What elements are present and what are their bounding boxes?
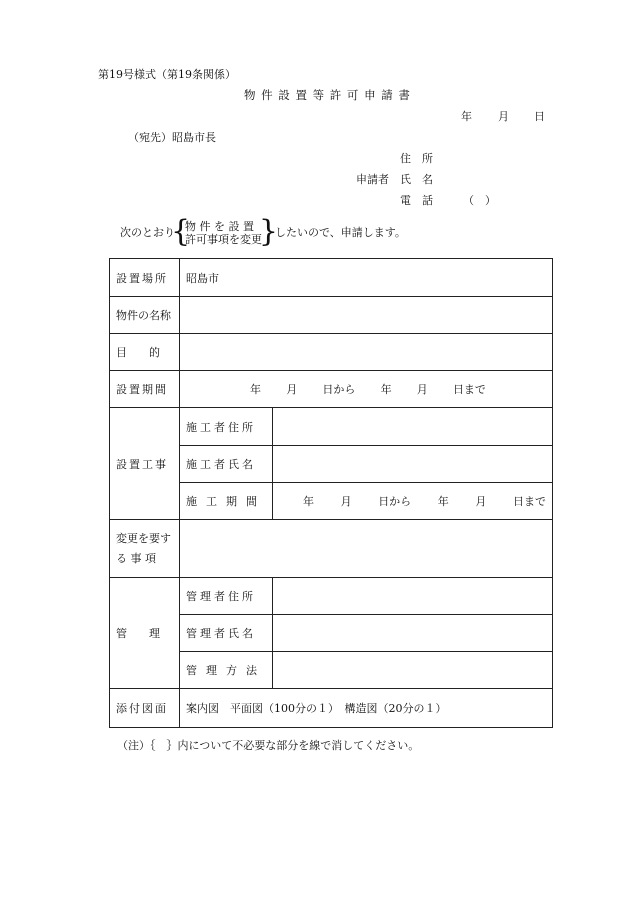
attachments-value: 案内図 平面図（100分の１） 構造図（20分の１） xyxy=(180,689,553,728)
location-label: 設置場所 xyxy=(110,259,180,297)
row-works-address xyxy=(110,408,553,446)
intro-suffix: したいので、申請します。 xyxy=(275,226,406,239)
object-name-label: 物件の名称 xyxy=(110,297,180,334)
row-manager-address xyxy=(110,578,553,615)
row-period xyxy=(110,371,553,408)
works-start-year: 年 xyxy=(303,495,314,508)
applicant-phone-paren: （ ） xyxy=(463,194,496,207)
intro-prefix: 次のとおり xyxy=(120,226,175,239)
row-attachments xyxy=(110,689,553,728)
right-brace-icon: } xyxy=(258,214,278,249)
period-end-day: 日まで xyxy=(452,383,486,396)
manager-address-field[interactable] xyxy=(273,578,553,615)
works-name-label: 施工者氏名 xyxy=(180,446,273,483)
works-start-month: 月 xyxy=(340,495,352,508)
left-brace-icon: { xyxy=(171,214,191,249)
works-end-day: 日まで xyxy=(512,495,546,508)
purpose-label: 目 的 xyxy=(110,334,180,371)
management-label: 管 理 xyxy=(110,578,180,689)
change-label-line1: 変更を要す xyxy=(116,531,171,545)
period-label: 設置期間 xyxy=(110,371,180,408)
date-month: 月 xyxy=(498,110,509,123)
change-label xyxy=(110,520,180,578)
purpose-field[interactable] xyxy=(180,334,553,371)
applicant-address-label: 住 所 xyxy=(400,152,433,165)
option-change: 許可事項を変更 xyxy=(185,233,262,246)
works-label: 設置工事 xyxy=(110,408,180,520)
footnote: （注）｛ ｝内について不必要な部分を線で消してください。 xyxy=(117,739,420,752)
date-day: 日 xyxy=(534,110,545,123)
period-field[interactable] xyxy=(180,371,553,408)
row-change xyxy=(110,520,553,578)
period-end-year: 年 xyxy=(380,383,392,396)
form-number: 第19号様式（第19条関係） xyxy=(98,68,236,81)
applicant-phone-label: 電 話 xyxy=(400,194,433,207)
period-start-year: 年 xyxy=(250,383,261,396)
period-end-month: 月 xyxy=(416,383,428,396)
applicant-role-label: 申請者 xyxy=(356,173,389,186)
row-location xyxy=(110,259,553,297)
row-purpose xyxy=(110,334,553,371)
document-title: 物 件 設 置 等 許 可 申 請 書 xyxy=(244,88,411,102)
works-period-field[interactable] xyxy=(273,483,553,520)
works-period-label: 施工期間 xyxy=(180,483,273,520)
object-name-field[interactable] xyxy=(180,297,553,334)
manager-name-field[interactable] xyxy=(273,615,553,652)
option-install: 物 件 を 設 置 xyxy=(185,220,254,233)
addressee: （宛先）昭島市長 xyxy=(128,131,216,144)
management-method-label: 管理方法 xyxy=(180,652,273,689)
change-label-line2: る 事 項 xyxy=(116,551,156,565)
manager-name-label: 管理者氏名 xyxy=(180,615,273,652)
change-field[interactable] xyxy=(180,520,553,578)
works-address-label: 施工者住所 xyxy=(180,408,273,446)
period-start-month: 月 xyxy=(286,383,298,396)
option-brace xyxy=(171,214,278,249)
works-name-field[interactable] xyxy=(273,446,553,483)
application-table xyxy=(109,258,553,728)
attachments-label: 添付図面 xyxy=(110,689,180,728)
works-address-field[interactable] xyxy=(273,408,553,446)
management-method-field[interactable] xyxy=(273,652,553,689)
works-end-month: 月 xyxy=(475,495,487,508)
location-value[interactable]: 昭島市 xyxy=(180,259,553,297)
date-year: 年 xyxy=(461,110,472,123)
works-end-year: 年 xyxy=(437,495,449,508)
period-start-day: 日から xyxy=(322,383,356,396)
row-object-name xyxy=(110,297,553,334)
manager-address-label: 管理者住所 xyxy=(180,578,273,615)
applicant-name-label: 氏 名 xyxy=(400,173,433,186)
works-start-day: 日から xyxy=(378,495,412,508)
